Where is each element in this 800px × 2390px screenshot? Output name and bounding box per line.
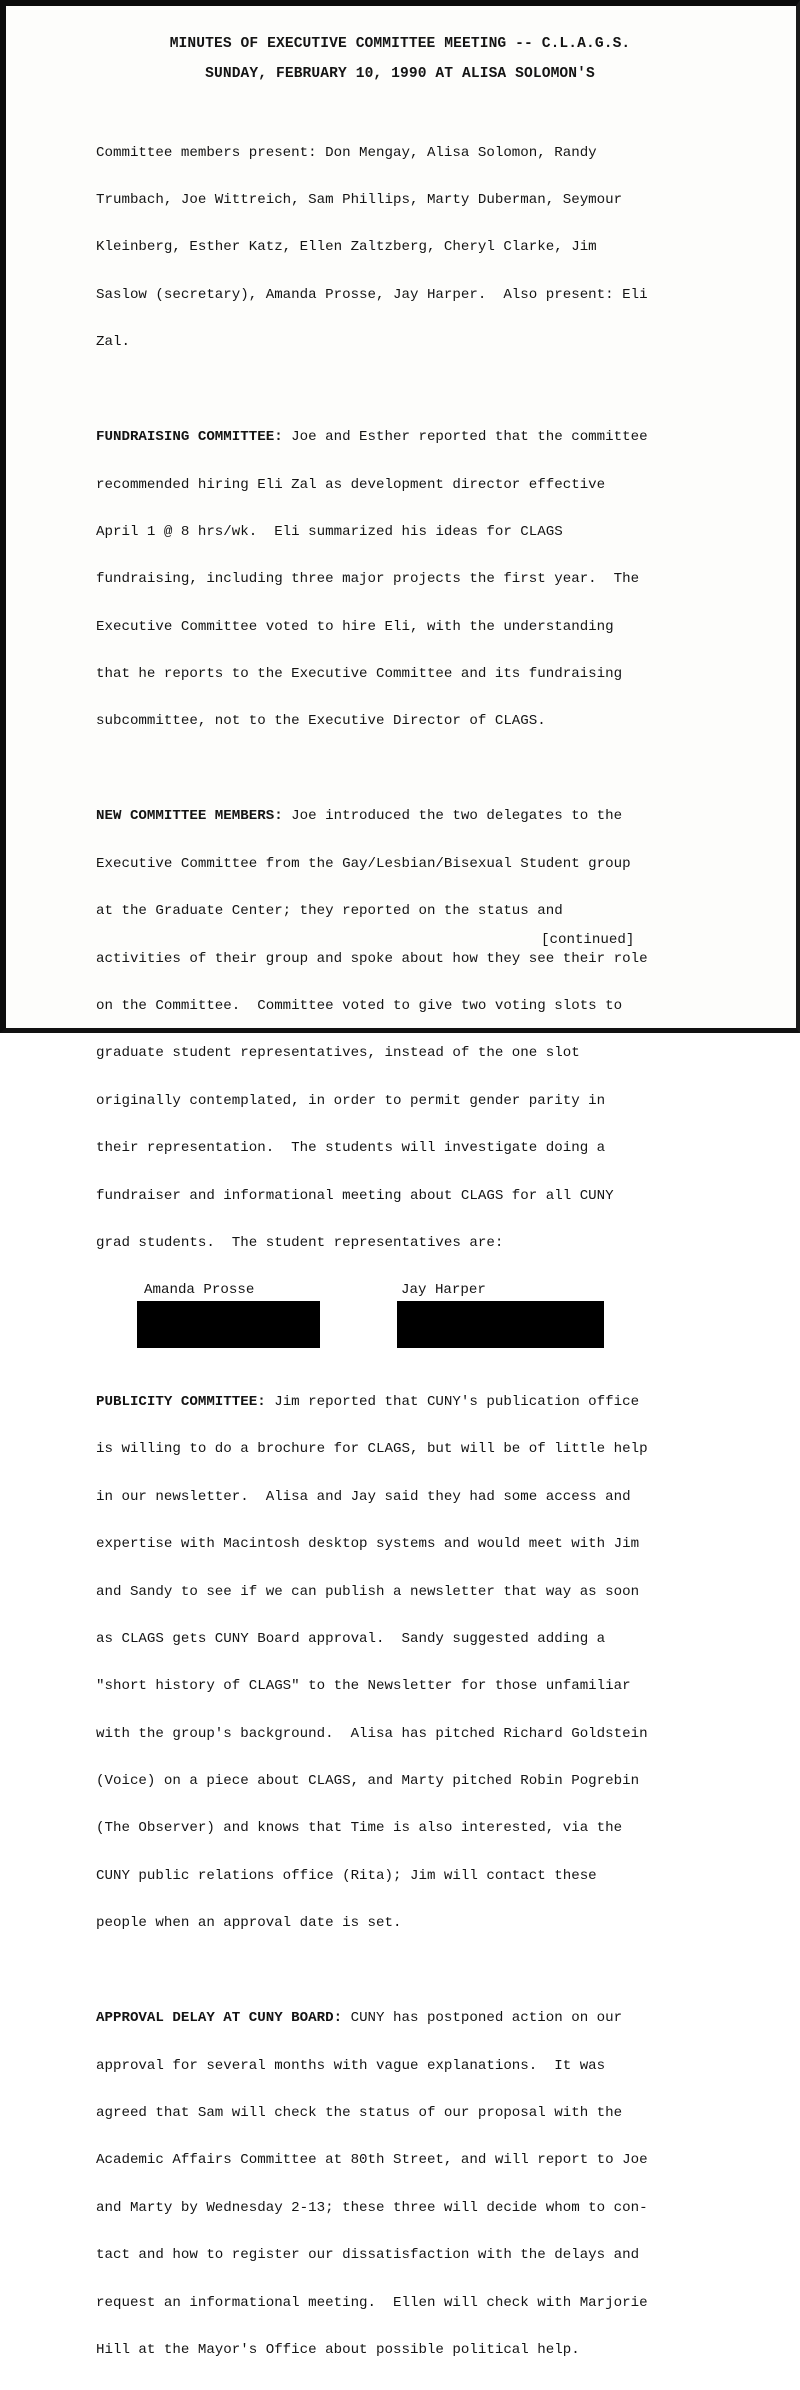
- text-span: Joe introduced the two delegates to the: [282, 808, 623, 825]
- text-line: agreed that Sam will check the status of our proposal with the: [96, 2105, 623, 2122]
- text-line: fundraising, including three major projects the first year. The: [96, 571, 640, 588]
- publicity-paragraph: [96, 1363, 696, 1963]
- text-line: and Sandy to see if we can publish a newsletter that way as soon: [96, 1583, 640, 1600]
- text-line: grad students. The student representatives are:: [96, 1234, 504, 1251]
- text-line: request an informational meeting. Ellen will check with Marjorie: [96, 2294, 648, 2311]
- section-heading: APPROVAL DELAY AT CUNY BOARD:: [96, 2010, 343, 2027]
- text-line: is willing to do a brochure for CLAGS, but will be of little help: [96, 1441, 648, 1458]
- text-line: Academic Affairs Committee at 80th Street, and will report to Joe: [96, 2152, 648, 2169]
- text-span: Joe and Esther reported that the committee: [282, 429, 648, 446]
- text-line: recommended hiring Eli Zal as development director effective: [96, 476, 606, 493]
- text-line: in our newsletter. Alisa and Jay said they had some access and: [96, 1488, 631, 1505]
- text-line: fundraiser and informational meeting about CLAGS for all CUNY: [96, 1187, 614, 1204]
- text-line: approval for several months with vague explanations. It was: [96, 2057, 606, 2074]
- redaction-box: [137, 1301, 320, 1348]
- document-title: MINUTES OF EXECUTIVE COMMITTEE MEETING -- C.L.A.G.S.: [169, 36, 631, 52]
- attendance-paragraph: [96, 114, 696, 383]
- text-line: Kleinberg, Esther Katz, Ellen Zaltzberg, Cheryl Clarke, Jim: [96, 239, 597, 256]
- text-span: Jim reported that CUNY's publication office: [265, 1393, 640, 1410]
- text-line: and Marty by Wednesday 2-13; these three will decide whom to con-: [96, 2199, 648, 2216]
- text-line: (Voice) on a piece about CLAGS, and Marty pitched Robin Pogrebin: [96, 1773, 640, 1790]
- text-line: Trumbach, Joe Wittreich, Sam Phillips, Marty Duberman, Seymour: [96, 191, 623, 208]
- text-line: Executive Committee from the Gay/Lesbian/Bisexual Student group: [96, 855, 631, 872]
- representative-name: Jay Harper: [401, 1282, 486, 1299]
- text-line: originally contemplated, in order to permit gender parity in: [96, 1092, 606, 1109]
- text-line: [96, 430, 696, 446]
- text-line: activities of their group and spoke about how they see their role: [96, 950, 648, 967]
- new-members-paragraph: [96, 778, 696, 1284]
- text-line: CUNY public relations office (Rita); Jim will contact these: [96, 1867, 597, 1884]
- text-line: [96, 809, 696, 825]
- text-line: Executive Committee voted to hire Eli, with the understanding: [96, 618, 614, 635]
- text-line: [96, 1395, 696, 1411]
- text-line: with the group's background. Alisa has pitched Richard Goldstein: [96, 1725, 648, 1742]
- redaction-box: [397, 1301, 604, 1348]
- meeting-date-line: SUNDAY, FEBRUARY 10, 1990 AT ALISA SOLOMON'S: [205, 66, 595, 82]
- text-line: (The Observer) and knows that Time is also interested, via the: [96, 1820, 623, 1837]
- text-line: "short history of CLAGS" to the Newsletter for those unfamiliar: [96, 1678, 631, 1695]
- text-line: people when an approval date is set.: [96, 1915, 402, 1932]
- text-span: CUNY has postponed action on our: [342, 2010, 623, 2027]
- approval-paragraph: [96, 1980, 696, 2390]
- text-line: as CLAGS gets CUNY Board approval. Sandy suggested adding a: [96, 1630, 606, 1647]
- text-line: at the Graduate Center; they reported on the status and: [96, 903, 563, 920]
- text-line: that he reports to the Executive Committee and its fundraising: [96, 666, 623, 683]
- document-page: [96, 36, 696, 2390]
- text-line: subcommittee, not to the Executive Director of CLAGS.: [96, 713, 546, 730]
- text-line: April 1 @ 8 hrs/wk. Eli summarized his ideas for CLAGS: [96, 523, 563, 540]
- section-heading: NEW COMMITTEE MEMBERS:: [96, 808, 283, 825]
- student-representatives: [96, 1283, 696, 1351]
- text-line: tact and how to register our dissatisfaction with the delays and: [96, 2247, 640, 2264]
- text-line: [96, 2011, 696, 2027]
- text-line: graduate student representatives, instead of the one slot: [96, 1045, 580, 1062]
- fundraising-paragraph: [96, 399, 696, 762]
- text-line: on the Committee. Committee voted to give two voting slots to: [96, 998, 623, 1015]
- text-line: Saslow (secretary), Amanda Prosse, Jay Harper. Also present: Eli: [96, 286, 648, 303]
- section-heading: PUBLICITY COMMITTEE:: [96, 1393, 266, 1410]
- section-heading: FUNDRAISING COMMITTEE:: [96, 429, 283, 446]
- representative-name: Amanda Prosse: [144, 1282, 255, 1299]
- text-line: Committee members present: Don Mengay, Alisa Solomon, Randy: [96, 144, 597, 161]
- text-line: their representation. The students will investigate doing a: [96, 1140, 606, 1157]
- text-line: Zal.: [96, 334, 130, 351]
- text-line: expertise with Macintosh desktop systems and would meet with Jim: [96, 1536, 640, 1553]
- continued-note: [continued]: [541, 932, 635, 948]
- text-line: Hill at the Mayor's Office about possible political help.: [96, 2341, 580, 2358]
